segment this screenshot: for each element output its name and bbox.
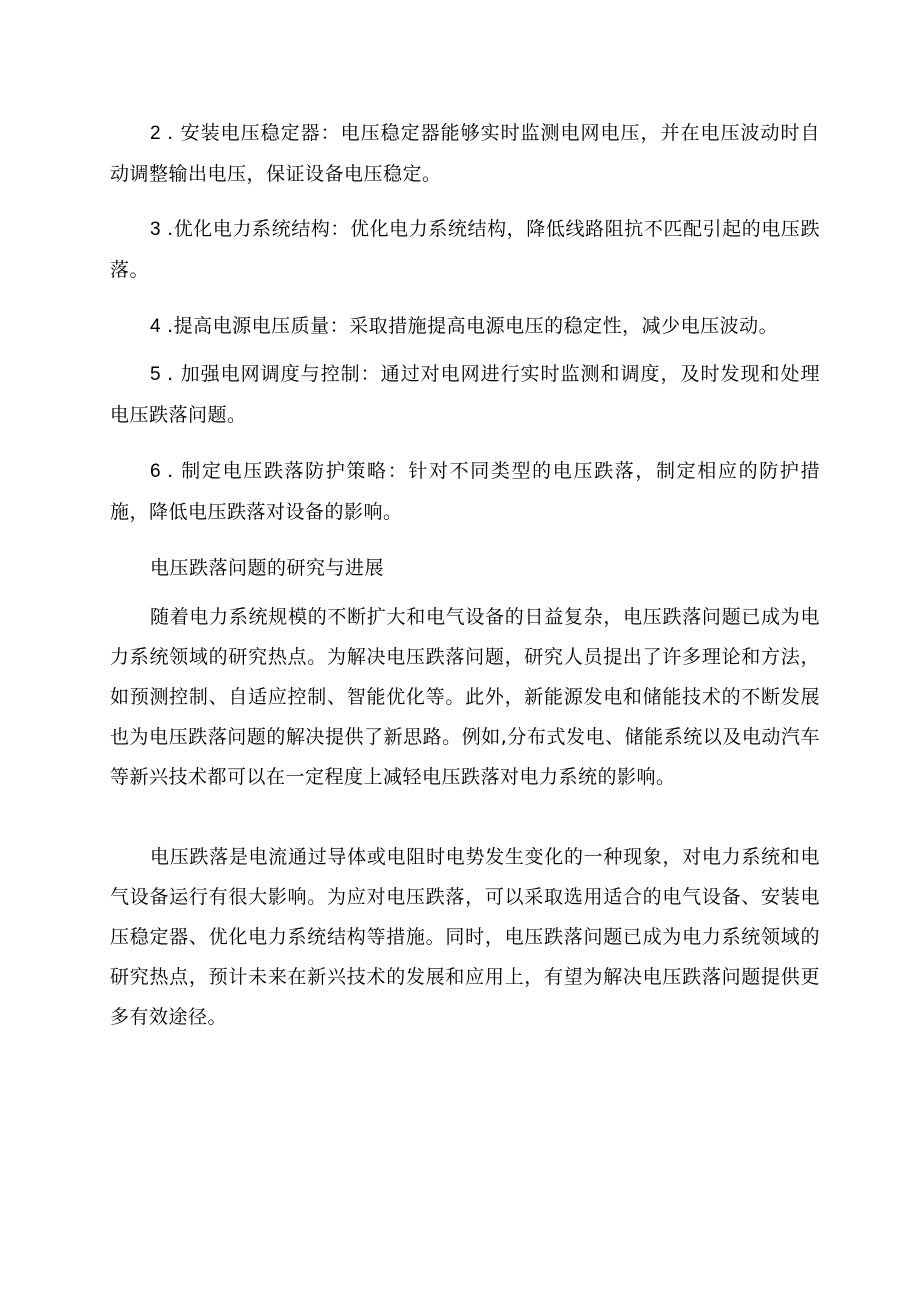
- list-item-3: [110, 209, 820, 290]
- list-item-text: .提高电源电压质量：采取措施提高电源电压的稳定性，减少电压波动。: [167, 315, 779, 337]
- list-item-number: 4: [150, 316, 162, 337]
- list-item-number: 6: [150, 461, 162, 482]
- body-paragraph-1: 随着电力系统规模的不断扩大和电气设备的日益复杂，电压跌落问题已成为电力系统领域的研究热点。为解决电压跌落问题，研究人员提出了许多理论和方法，如预测控制、自适应控制、智能优化等。此外，新能源发电和储能技术的不断发展也为电压跌落问题的解决提供了新思路。例如,分布式发电、储能系统以及电动汽车等新兴技术都可以在一定程度上减轻电压跌落对电力系统的影响。: [110, 606, 820, 788]
- list-item-text: . 加强电网调度与控制：通过对电网进行实时监测和调度，及时发现和处理电压跌落问题。: [110, 363, 820, 426]
- list-item-number: 5: [150, 364, 162, 385]
- body-paragraph-2: 电压跌落是电流通过导体或电阻时电势发生变化的一种现象，对电力系统和电气设备运行有很大影响。为应对电压跌落，可以采取选用适合的电气设备、安装电压稳定器、优化电力系统结构等措施。同时，电压跌落问题已成为电力系统领域的研究热点，预计未来在新兴技术的发展和应用上，有望为解决电压跌落问题提供更多有效途径。: [110, 846, 820, 1028]
- list-item-number: 3: [150, 219, 162, 240]
- list-item-5: [110, 354, 820, 435]
- list-item-text: .优化电力系统结构：优化电力系统结构，降低线路阻抗不匹配引起的电压跌落。: [110, 218, 820, 281]
- section-heading: 电压跌落问题的研究与进展: [150, 557, 385, 579]
- list-item-text: . 安装电压稳定器：电压稳定器能够实时监测电网电压，并在电压波动时自动调整输出电压，保证设备电压稳定。: [110, 122, 820, 185]
- list-item-2: [110, 113, 820, 194]
- list-item-4: [110, 306, 820, 347]
- list-item-text: . 制定电压跌落防护策略：针对不同类型的电压跌落，制定相应的防护措施，降低电压跌落对设备的影响。: [110, 460, 820, 523]
- list-item-6: [110, 451, 820, 532]
- list-item-number: 2: [150, 123, 162, 144]
